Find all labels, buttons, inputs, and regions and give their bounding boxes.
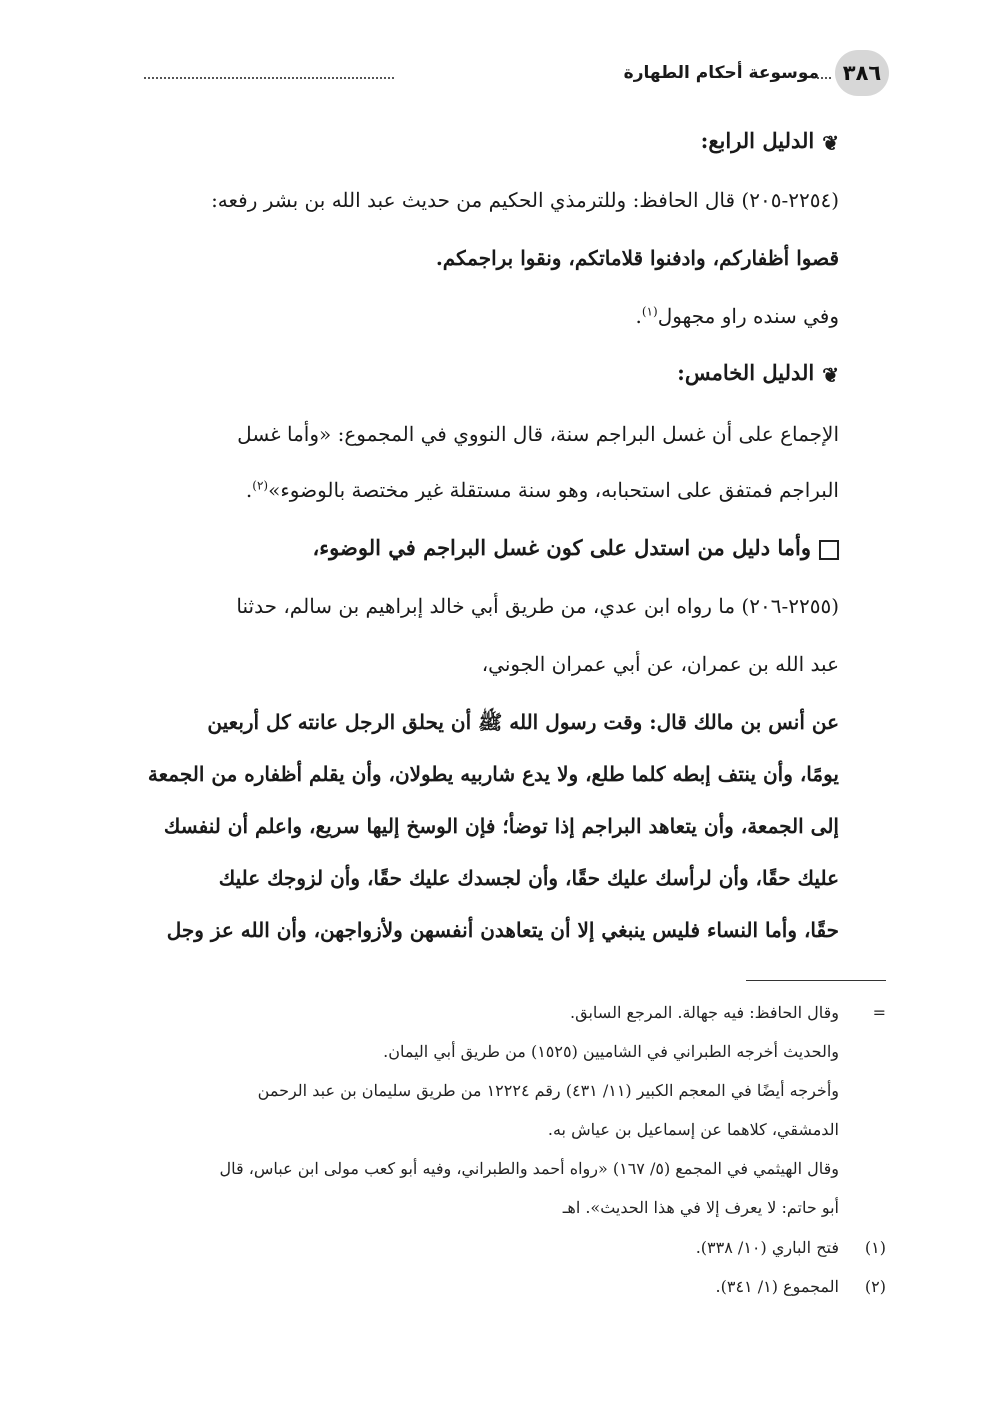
paragraph-text: وفي سنده راو مجهول bbox=[657, 304, 839, 328]
hadith-line: حقًا، وأما النساء فليس ينبغي إلا أن يتعاهدن أنفسهن ولأزواجهن، وأن الله عز وجل bbox=[166, 918, 839, 942]
footnote-continuation-marker: = bbox=[872, 1003, 886, 1022]
paragraph-line: عبد الله بن عمران، عن أبي عمران الجوني، bbox=[481, 652, 839, 676]
paragraph-line: الإجماع على أن غسل البراجم سنة، قال النووي في المجموع: «وأما غسل bbox=[237, 422, 839, 446]
hadith-line: إلى الجمعة، وأن يتعاهد البراجم إذا توضأ؛ فإن الوسخ إليها سريع، واعلم أن لنفسك bbox=[163, 814, 839, 838]
hadith-text: قصوا أظفاركم، وادفنوا قلاماتكم، ونقوا براجمكم. bbox=[435, 246, 839, 270]
hadith-line: عن أنس بن مالك قال: وقت رسول الله ﷺ أن يحلق الرجل عانته كل أربعين bbox=[207, 710, 839, 734]
square-bullet-icon bbox=[819, 540, 839, 560]
footnote-text: فتح الباري (١٠/ ٣٣٨). bbox=[695, 1238, 839, 1257]
heading-text: وأما دليل من استدل على كون غسل البراجم في الوضوء، bbox=[312, 535, 811, 560]
footnote-line: الدمشقي، كلاهما عن إسماعيل بن عياش به. bbox=[547, 1120, 839, 1139]
paragraph-line: (٢٢٥٤-٢٠٥) قال الحافظ: وللترمذي الحكيم من حديث عبد الله بن بشر رفعه: bbox=[211, 188, 839, 212]
period: . bbox=[245, 478, 253, 502]
paragraph-line bbox=[114, 304, 839, 328]
heading-text: الدليل الخامس: bbox=[677, 360, 815, 385]
footnote-ref[interactable]: (١) bbox=[641, 304, 658, 319]
period: . bbox=[635, 304, 642, 328]
page-number: ٣٨٦ bbox=[835, 50, 889, 96]
hadith-line: عليك حقًا، وأن لرأسك عليك حقًا، وأن لجسدك عليك حقًا، وأن لزوجك عليك bbox=[218, 866, 839, 890]
footnote-line: وقال الحافظ: فيه جهالة. المرجع السابق. bbox=[570, 1003, 839, 1022]
section-heading-5 bbox=[677, 360, 839, 387]
footnote-line: وأخرجه أيضًا في المعجم الكبير (١١/ ٤٣١) رقم ١٢٢٢٤ من طريق سليمان بن عبد الرحمن bbox=[257, 1081, 839, 1100]
paragraph-line: (٢٢٥٥-٢٠٦) ما رواه ابن عدي، من طريق أبي خالد إبراهيم بن سالم، حدثنا bbox=[236, 594, 839, 618]
footnote-line: وقال الهيثمي في المجمع (٥/ ١٦٧) «رواه أحمد والطبراني، وفيه أبو كعب مولى ابن عباس، قال bbox=[219, 1159, 839, 1178]
footnote-ref[interactable]: (٢) bbox=[252, 478, 269, 493]
section-heading-6 bbox=[313, 535, 839, 560]
running-title: موسوعة أحكام الطهارة bbox=[623, 63, 819, 83]
footnote-line: والحديث أخرجه الطبراني في الشاميين (١٥٢٥) من طريق أبي اليمان. bbox=[383, 1042, 839, 1061]
leaf-bullet-icon: ❦ bbox=[822, 130, 839, 155]
leaf-bullet-icon: ❦ bbox=[822, 362, 839, 387]
footnote-separator bbox=[746, 980, 886, 981]
page-header bbox=[114, 50, 889, 96]
paragraph-line bbox=[114, 478, 839, 502]
footnote-number: (١) bbox=[864, 1238, 886, 1257]
footnote-text: المجموع (١/ ٣٤١). bbox=[715, 1277, 839, 1296]
heading-text: الدليل الرابع: bbox=[700, 128, 815, 153]
hadith-line: يومًا، وأن ينتف إبطه كلما طلع، ولا يدع شاربيه يطولان، وأن يقلم أظفاره من الجمعة bbox=[147, 762, 839, 786]
footnote-line: أبو حاتم: لا يعرف إلا في هذا الحديث». اهـ bbox=[562, 1198, 839, 1217]
section-heading-4 bbox=[701, 128, 839, 155]
header-dots-right bbox=[817, 77, 831, 79]
header-dots-left bbox=[144, 77, 394, 79]
paragraph-text: البراجم فمتفق على استحبابه، وهو سنة مستقلة غير مختصة بالوضوء» bbox=[268, 478, 839, 502]
footnote-number: (٢) bbox=[864, 1277, 886, 1296]
